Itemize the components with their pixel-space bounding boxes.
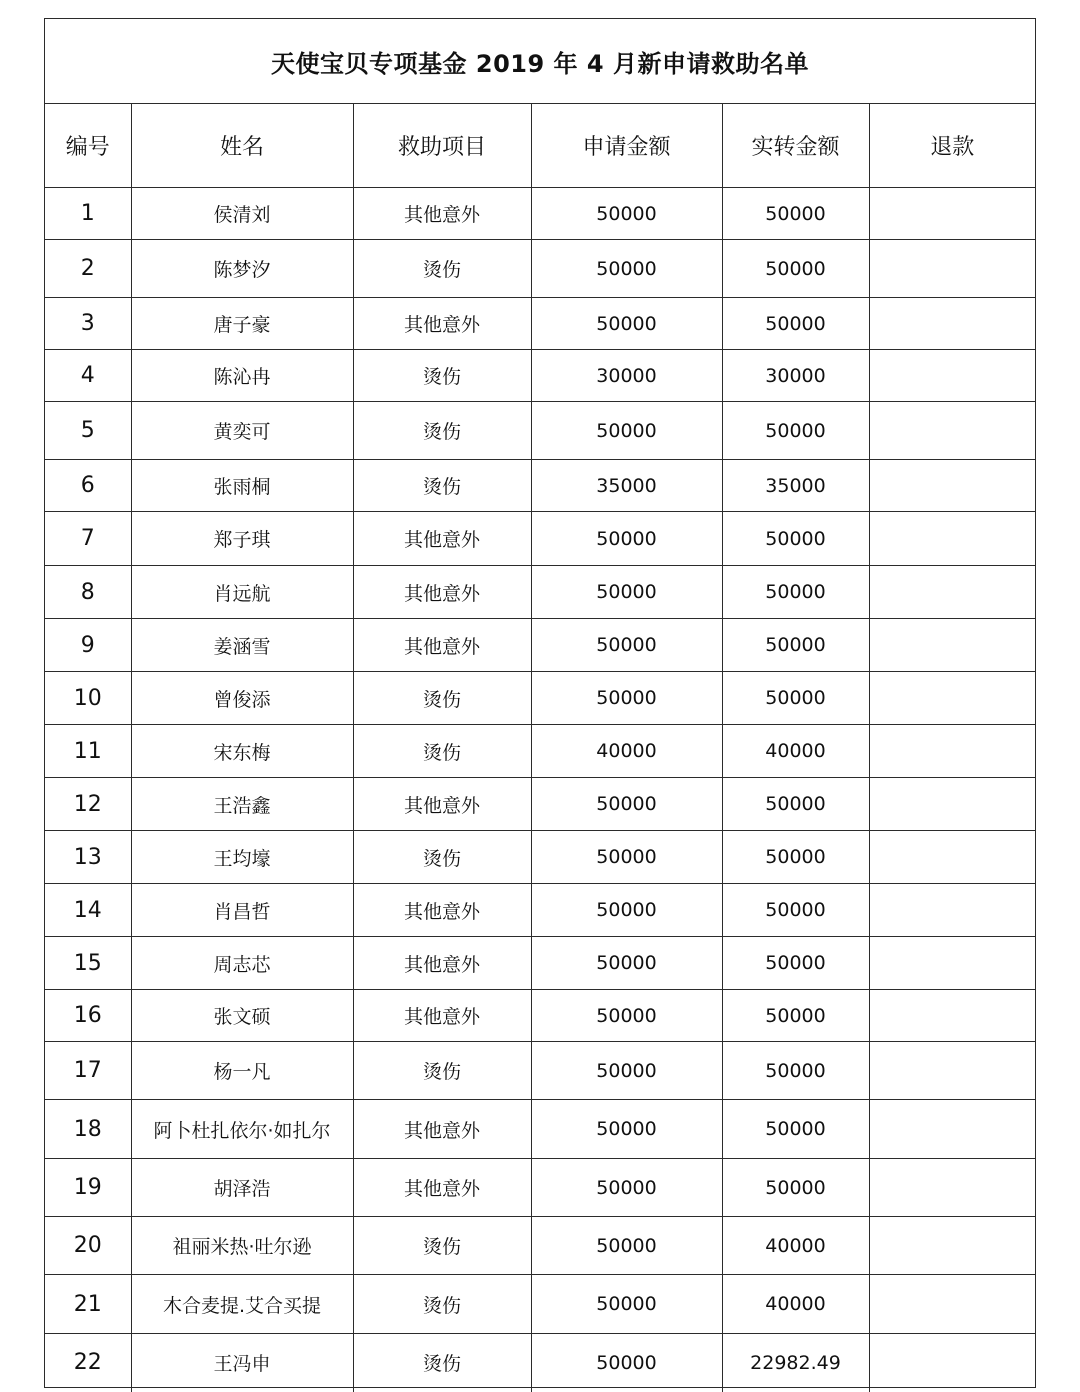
cell-project: 其他意外 <box>353 937 531 990</box>
table-row <box>45 672 1035 725</box>
cell-refund <box>869 1334 1035 1392</box>
cell-refund <box>869 512 1035 566</box>
cell-number: 9 <box>45 619 131 672</box>
cell-project: 其他意外 <box>353 512 531 566</box>
cell-project: 烫伤 <box>353 1275 531 1334</box>
cell-name: 肖远航 <box>131 566 353 619</box>
cell-name: 张雨桐 <box>131 460 353 512</box>
cell-name: 黄奕可 <box>131 402 353 460</box>
cell-name: 周志芯 <box>131 937 353 990</box>
header-transferred-amount: 实转金额 <box>722 104 869 188</box>
cell-project: 其他意外 <box>353 619 531 672</box>
cell-applied-amount: 50000 <box>531 566 722 619</box>
cell-project: 烫伤 <box>353 1334 531 1392</box>
cell-number: 14 <box>45 884 131 937</box>
cell-transferred-amount: 50000 <box>722 1159 869 1217</box>
cell-applied-amount: 50000 <box>531 1334 722 1392</box>
cell-applied-amount: 50000 <box>531 298 722 350</box>
table-row <box>45 1159 1035 1217</box>
cell-transferred-amount: 50000 <box>722 831 869 884</box>
cell-transferred-amount: 50000 <box>722 937 869 990</box>
cell-refund <box>869 402 1035 460</box>
cell-project: 烫伤 <box>353 460 531 512</box>
cell-number: 20 <box>45 1217 131 1275</box>
header-applied-amount: 申请金额 <box>531 104 722 188</box>
cell-transferred-amount: 50000 <box>722 512 869 566</box>
cell-applied-amount: 50000 <box>531 402 722 460</box>
table-row <box>45 1275 1035 1334</box>
header-number: 编号 <box>45 104 131 188</box>
cell-applied-amount: 50000 <box>531 1159 722 1217</box>
cell-refund <box>869 1159 1035 1217</box>
cell-applied-amount: 50000 <box>531 990 722 1042</box>
cell-refund <box>869 350 1035 402</box>
cell-transferred-amount: 50000 <box>722 240 869 298</box>
cell-refund <box>869 831 1035 884</box>
cell-applied-amount: 50000 <box>531 619 722 672</box>
cell-applied-amount: 50000 <box>531 937 722 990</box>
cell-name: 郑子琪 <box>131 512 353 566</box>
cell-name: 姜涵雪 <box>131 619 353 672</box>
cell-refund <box>869 619 1035 672</box>
cell-transferred-amount: 40000 <box>722 1275 869 1334</box>
recipients-table <box>45 104 1035 1392</box>
header-row <box>45 104 1035 188</box>
cell-number: 17 <box>45 1042 131 1100</box>
cell-refund <box>869 672 1035 725</box>
table-row <box>45 619 1035 672</box>
table-row <box>45 884 1035 937</box>
cell-refund <box>869 937 1035 990</box>
cell-project: 其他意外 <box>353 778 531 831</box>
cell-project: 其他意外 <box>353 1159 531 1217</box>
cell-transferred-amount: 50000 <box>722 1042 869 1100</box>
cell-number: 22 <box>45 1334 131 1392</box>
cell-refund <box>869 1100 1035 1159</box>
cell-applied-amount: 50000 <box>531 512 722 566</box>
cell-applied-amount: 50000 <box>531 1217 722 1275</box>
cell-applied-amount: 30000 <box>531 350 722 402</box>
cell-refund <box>869 566 1035 619</box>
cell-name: 张文硕 <box>131 990 353 1042</box>
cell-applied-amount: 50000 <box>531 884 722 937</box>
cell-number: 16 <box>45 990 131 1042</box>
cell-applied-amount: 50000 <box>531 672 722 725</box>
table-row <box>45 298 1035 350</box>
table-row <box>45 460 1035 512</box>
table-row <box>45 831 1035 884</box>
cell-name: 陈梦汐 <box>131 240 353 298</box>
table-row <box>45 240 1035 298</box>
cell-name: 曾俊添 <box>131 672 353 725</box>
cell-transferred-amount: 50000 <box>722 298 869 350</box>
cell-number: 4 <box>45 350 131 402</box>
cell-project: 其他意外 <box>353 298 531 350</box>
cell-project: 烫伤 <box>353 1217 531 1275</box>
table-row <box>45 1100 1035 1159</box>
cell-number: 21 <box>45 1275 131 1334</box>
cell-number: 7 <box>45 512 131 566</box>
cell-applied-amount: 50000 <box>531 778 722 831</box>
table-row <box>45 566 1035 619</box>
cell-refund <box>869 298 1035 350</box>
cell-transferred-amount: 50000 <box>722 619 869 672</box>
cell-number: 2 <box>45 240 131 298</box>
cell-number: 10 <box>45 672 131 725</box>
cell-applied-amount: 50000 <box>531 1100 722 1159</box>
cell-number: 1 <box>45 188 131 240</box>
cell-name: 王冯申 <box>131 1334 353 1392</box>
table-row <box>45 990 1035 1042</box>
cell-transferred-amount: 50000 <box>722 990 869 1042</box>
cell-refund <box>869 188 1035 240</box>
cell-transferred-amount: 50000 <box>722 188 869 240</box>
cell-transferred-amount: 50000 <box>722 1100 869 1159</box>
cell-name: 肖昌哲 <box>131 884 353 937</box>
header-project: 救助项目 <box>353 104 531 188</box>
table-row <box>45 1217 1035 1275</box>
cell-transferred-amount: 50000 <box>722 672 869 725</box>
cell-project: 烫伤 <box>353 350 531 402</box>
cell-transferred-amount: 35000 <box>722 460 869 512</box>
cell-number: 13 <box>45 831 131 884</box>
table-row <box>45 725 1035 778</box>
donation-list-sheet <box>44 18 1036 1388</box>
document-title: 天使宝贝专项基金 2019 年 4 月新申请救助名单 <box>271 49 809 78</box>
cell-number: 6 <box>45 460 131 512</box>
cell-refund <box>869 990 1035 1042</box>
header-refund: 退款 <box>869 104 1035 188</box>
cell-applied-amount: 40000 <box>531 725 722 778</box>
cell-project: 其他意外 <box>353 1100 531 1159</box>
cell-project: 其他意外 <box>353 188 531 240</box>
cell-project: 其他意外 <box>353 884 531 937</box>
cell-applied-amount: 35000 <box>531 460 722 512</box>
cell-name: 杨一凡 <box>131 1042 353 1100</box>
cell-refund <box>869 778 1035 831</box>
cell-number: 8 <box>45 566 131 619</box>
cell-applied-amount: 50000 <box>531 188 722 240</box>
cell-number: 19 <box>45 1159 131 1217</box>
cell-project: 烫伤 <box>353 240 531 298</box>
cell-applied-amount: 50000 <box>531 1275 722 1334</box>
cell-number: 15 <box>45 937 131 990</box>
cell-name: 祖丽米热·吐尔逊 <box>131 1217 353 1275</box>
table-row <box>45 1042 1035 1100</box>
cell-transferred-amount: 50000 <box>722 566 869 619</box>
cell-project: 其他意外 <box>353 990 531 1042</box>
cell-transferred-amount: 50000 <box>722 778 869 831</box>
cell-name: 王均壕 <box>131 831 353 884</box>
table-row <box>45 402 1035 460</box>
cell-name: 胡泽浩 <box>131 1159 353 1217</box>
cell-name: 宋东梅 <box>131 725 353 778</box>
cell-number: 12 <box>45 778 131 831</box>
cell-project: 烫伤 <box>353 831 531 884</box>
cell-refund <box>869 1217 1035 1275</box>
table-row <box>45 512 1035 566</box>
cell-refund <box>869 460 1035 512</box>
cell-number: 5 <box>45 402 131 460</box>
cell-number: 18 <box>45 1100 131 1159</box>
cell-name: 王浩鑫 <box>131 778 353 831</box>
cell-transferred-amount: 30000 <box>722 350 869 402</box>
table-row <box>45 937 1035 990</box>
cell-project: 烫伤 <box>353 725 531 778</box>
cell-project: 烫伤 <box>353 402 531 460</box>
table-row <box>45 188 1035 240</box>
table-row <box>45 1334 1035 1392</box>
cell-applied-amount: 50000 <box>531 1042 722 1100</box>
cell-name: 木合麦提.艾合买提 <box>131 1275 353 1334</box>
cell-name: 阿卜杜扎依尔·如扎尔 <box>131 1100 353 1159</box>
cell-transferred-amount: 40000 <box>722 725 869 778</box>
cell-name: 陈沁冉 <box>131 350 353 402</box>
cell-refund <box>869 1275 1035 1334</box>
cell-transferred-amount: 50000 <box>722 402 869 460</box>
cell-transferred-amount: 22982.49 <box>722 1334 869 1392</box>
cell-refund <box>869 1042 1035 1100</box>
table-row <box>45 350 1035 402</box>
cell-applied-amount: 50000 <box>531 240 722 298</box>
cell-applied-amount: 50000 <box>531 831 722 884</box>
cell-refund <box>869 725 1035 778</box>
cell-number: 3 <box>45 298 131 350</box>
cell-name: 唐子豪 <box>131 298 353 350</box>
title-row <box>45 19 1035 104</box>
cell-name: 侯清刘 <box>131 188 353 240</box>
cell-refund <box>869 240 1035 298</box>
header-name: 姓名 <box>131 104 353 188</box>
cell-refund <box>869 884 1035 937</box>
cell-transferred-amount: 40000 <box>722 1217 869 1275</box>
cell-transferred-amount: 50000 <box>722 884 869 937</box>
cell-project: 烫伤 <box>353 1042 531 1100</box>
cell-number: 11 <box>45 725 131 778</box>
cell-project: 其他意外 <box>353 566 531 619</box>
table-row <box>45 778 1035 831</box>
cell-project: 烫伤 <box>353 672 531 725</box>
